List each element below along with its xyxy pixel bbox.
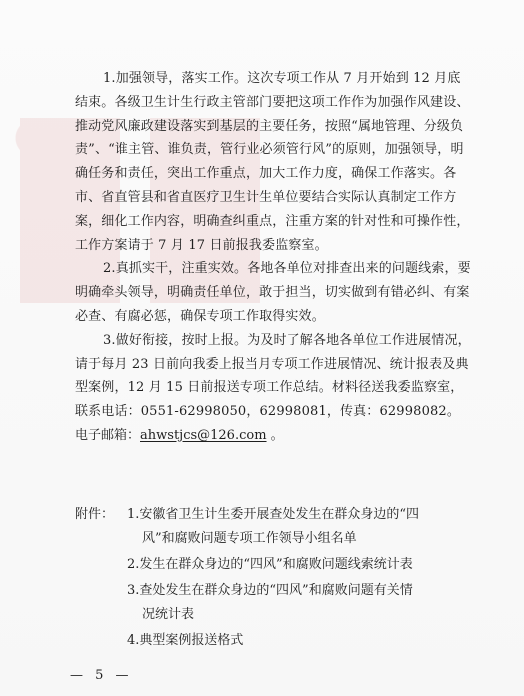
paragraph-3: 3.做好衔接，按时上报。为及时了解各地各单位工作进展情况，请于每月 23 日前向我委上报当月专项工作进展情况、统计报表及典型案例，12 月 15 日前报送专项工作总结。材料径送我委监察室，联系电话：0551-62998050，62998081，传真：62998082。 — [75, 332, 471, 420]
email-suffix: 。 — [266, 427, 284, 443]
attachment-item-1 — [127, 503, 471, 551]
attachments-section — [75, 503, 471, 655]
attachment-item-4-line-1: 4.典型案例报送格式 — [127, 633, 244, 648]
attachment-item-3-line-2: 况统计表 — [142, 607, 195, 622]
attachments-list — [127, 503, 471, 655]
email-line — [75, 424, 471, 448]
attachment-item-2-line-1: 2.发生在群众身边的“四风”和腐败问题线索统计表 — [127, 557, 413, 572]
attachment-item-1-line-1: 1.安徽省卫生计生委开展查处发生在群众身边的“四 — [127, 507, 420, 522]
attachments-label: 附件： — [75, 507, 115, 522]
attachment-item-3 — [127, 579, 471, 627]
page-number: — 5 — — [70, 668, 133, 683]
attachment-item-3-line-1: 3.查处发生在群众身边的“四风”和腐败问题有关情 — [127, 583, 413, 598]
paragraph-2: 2.真抓实干，注重实效。各地各单位对排查出来的问题线索，要明确牵头领导，明确责任单位，敢于担当，切实做到有错必纠、有案必查、有腐必惩，确保专项工作取得实效。 — [75, 261, 471, 324]
attachment-item-4 — [127, 629, 471, 653]
paragraph-1: 1.加强领导，落实工作。这次专项工作从 7 月开始到 12 月底结束。各级卫生计生行政主管部门要把这项工作作为加强作风建设、推动党风廉政建设落实到基层的主要任务，按照“属地管理、分级负责”、“谁主管、谁负责，管行业必须管行风”的原则，加强领导，明确任务和责任，突出工作重点，加大工作力度，确保工作落实。各市、省直管县和省直医疗卫生计生单位要结合实际认真制定工作方案，细化工作内容，明确查纠重点，注重方案的针对性和可操作性，工作方案请于 7 月 17 日前报我委监察室。 — [75, 71, 470, 253]
document-body — [75, 67, 471, 448]
attachment-item-1-line-2: 风”和腐败问题专项工作领导小组名单 — [142, 531, 357, 546]
email-label: 电子邮箱： — [75, 427, 141, 443]
attachments-row — [75, 503, 471, 655]
email-link[interactable]: ahwstjcs@126.com — [140, 427, 267, 443]
attachment-item-2 — [127, 553, 471, 577]
